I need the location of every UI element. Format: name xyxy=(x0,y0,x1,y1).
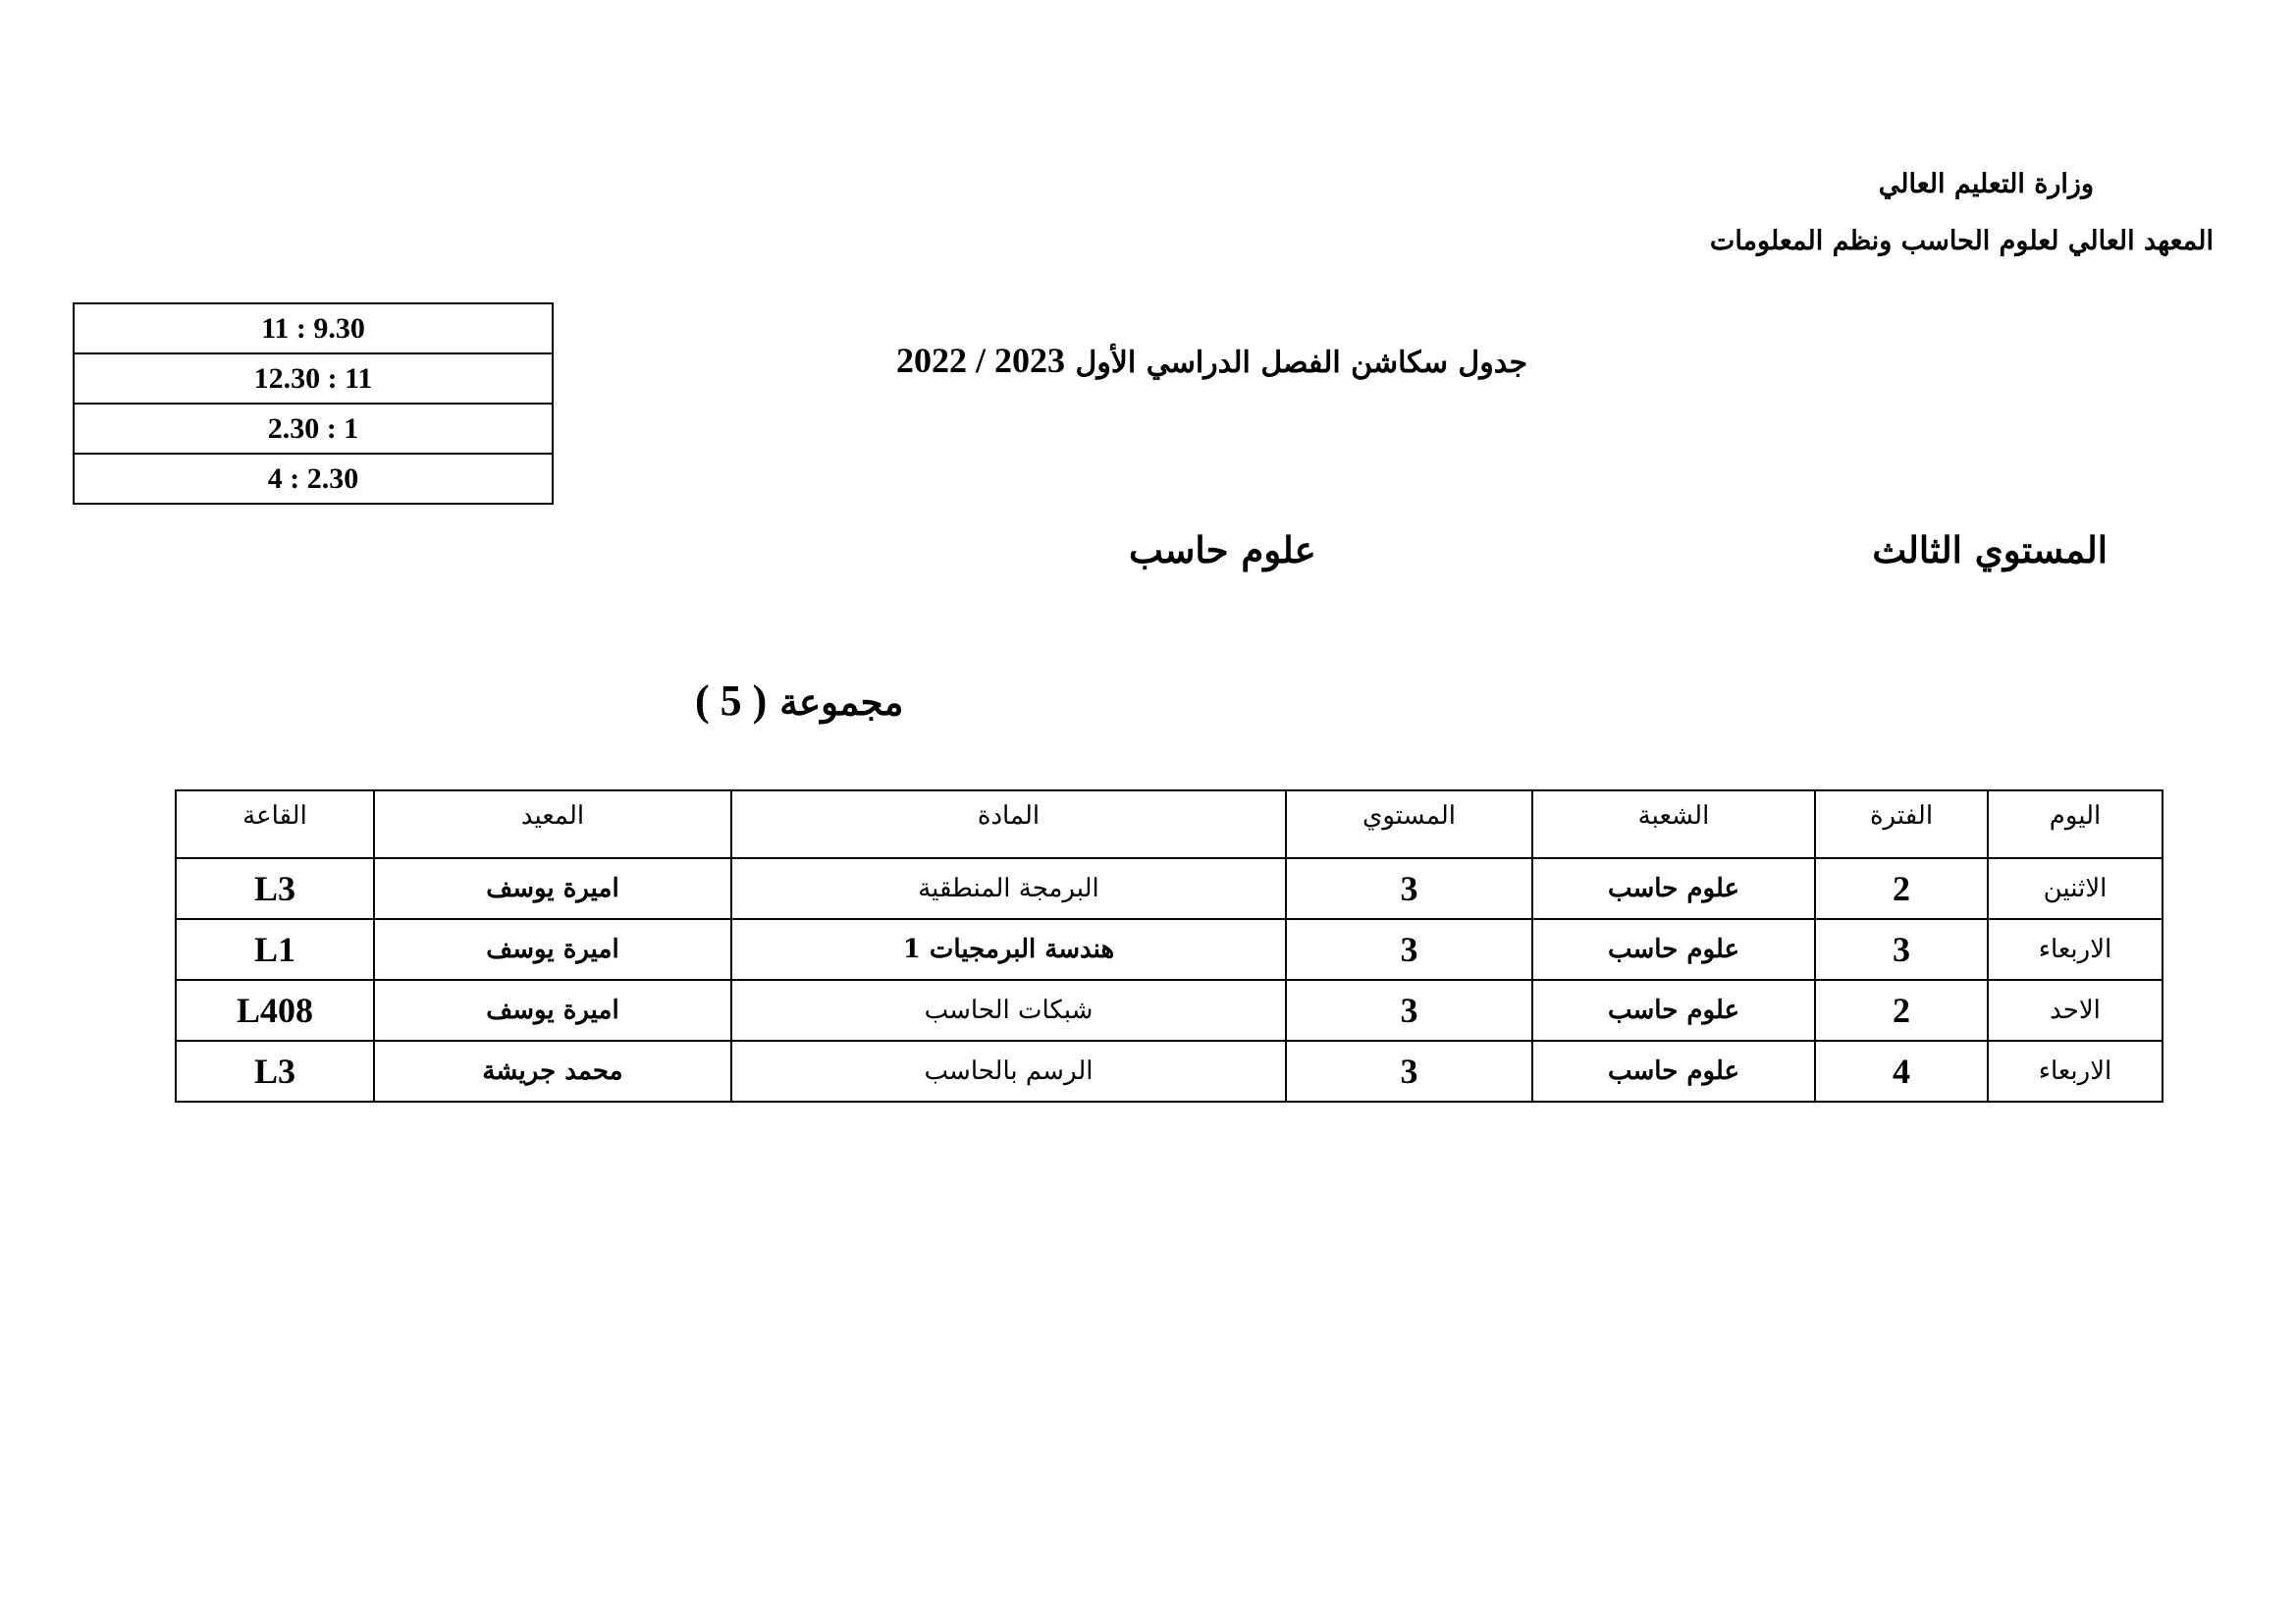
page-title xyxy=(896,340,1527,381)
cell-subject: هندسة البرمجيات 1 xyxy=(731,919,1286,980)
cell-day: الاثنين xyxy=(1988,858,2163,919)
cell-period: 2 xyxy=(1815,858,1988,919)
cell-instructor: اميرة يوسف xyxy=(374,980,731,1041)
cell-subject: البرمجة المنطقية xyxy=(731,858,1286,919)
cell-level: 3 xyxy=(1286,858,1532,919)
period-row xyxy=(74,353,553,404)
table-row xyxy=(176,919,2163,980)
table-row xyxy=(176,980,2163,1041)
cell-period: 4 xyxy=(1815,1041,1988,1102)
cell-subject: شبكات الحاسب xyxy=(731,980,1286,1041)
title-text: جدول سكاشن الفصل الدراسي الأول xyxy=(1075,346,1527,380)
cell-room: L3 xyxy=(176,1041,374,1102)
title-year: 2022 / 2023 xyxy=(896,341,1066,380)
cell-instructor: اميرة يوسف xyxy=(374,919,731,980)
institute-name: المعهد العالي لعلوم الحاسب ونظم المعلومات xyxy=(1709,226,2214,256)
cell-day: الاربعاء xyxy=(1988,1041,2163,1102)
table-header-row xyxy=(176,790,2163,858)
department-label: علوم حاسب xyxy=(1129,528,1316,571)
header-day: اليوم xyxy=(1988,790,2163,858)
cell-level: 3 xyxy=(1286,919,1532,980)
period-time: 2.30 : 1 xyxy=(74,404,553,454)
header-instructor: المعيد xyxy=(374,790,731,858)
cell-day: الاحد xyxy=(1988,980,2163,1041)
cell-level: 3 xyxy=(1286,980,1532,1041)
period-row xyxy=(74,454,553,504)
cell-room: L408 xyxy=(176,980,374,1041)
cell-room: L1 xyxy=(176,919,374,980)
schedule-table xyxy=(175,789,2163,1103)
cell-instructor: محمد جريشة xyxy=(374,1041,731,1102)
table-row xyxy=(176,858,2163,919)
cell-room: L3 xyxy=(176,858,374,919)
period-time: 11 : 9.30 xyxy=(74,303,553,353)
period-row xyxy=(74,303,553,353)
group-text: مجموعة xyxy=(779,680,904,724)
cell-division: علوم حاسب xyxy=(1532,1041,1815,1102)
table-row xyxy=(176,1041,2163,1102)
cell-period: 3 xyxy=(1815,919,1988,980)
ministry-name: وزارة التعليم العالي xyxy=(1878,169,2094,199)
header-subject: المادة xyxy=(731,790,1286,858)
group-number: ( 5 ) xyxy=(695,677,768,725)
cell-instructor: اميرة يوسف xyxy=(374,858,731,919)
period-time: 12.30 : 11 xyxy=(74,353,553,404)
header-period: الفترة xyxy=(1815,790,1988,858)
cell-subject: الرسم بالحاسب xyxy=(731,1041,1286,1102)
header-room: القاعة xyxy=(176,790,374,858)
level-label: المستوي الثالث xyxy=(1872,528,2108,571)
periods-table xyxy=(73,302,554,505)
cell-division: علوم حاسب xyxy=(1532,980,1815,1041)
period-row xyxy=(74,404,553,454)
group-label xyxy=(695,676,903,726)
cell-division: علوم حاسب xyxy=(1532,858,1815,919)
header-level: المستوي xyxy=(1286,790,1532,858)
header-division: الشعبة xyxy=(1532,790,1815,858)
cell-division: علوم حاسب xyxy=(1532,919,1815,980)
cell-day: الاربعاء xyxy=(1988,919,2163,980)
period-time: 4 : 2.30 xyxy=(74,454,553,504)
cell-period: 2 xyxy=(1815,980,1988,1041)
cell-level: 3 xyxy=(1286,1041,1532,1102)
